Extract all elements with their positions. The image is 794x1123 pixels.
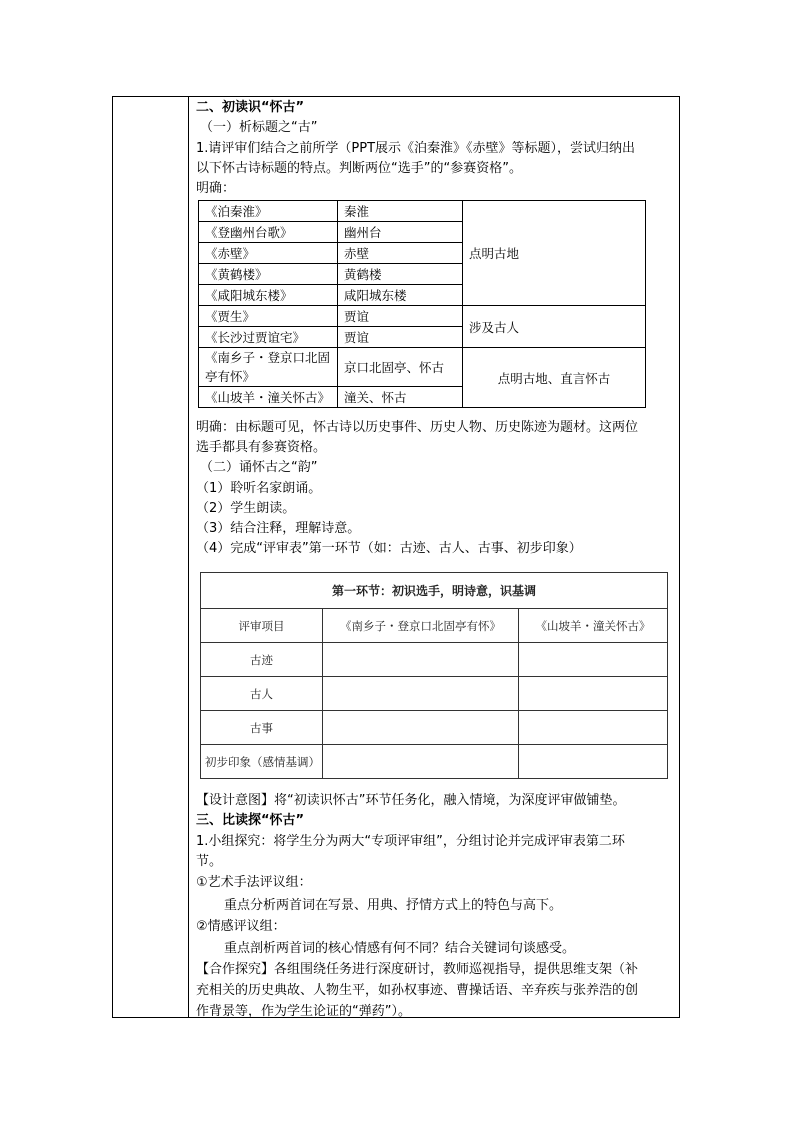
eval-cell[interactable] bbox=[323, 745, 519, 779]
conclusion-line1: 明确：由标题可见，怀古诗以历史事件、历史人物、历史陈迹为题材。这两位 bbox=[196, 420, 639, 435]
coop-line3: 作背景等，作为学生论证的“弹药”）。 bbox=[196, 1004, 411, 1019]
column-divider bbox=[188, 97, 189, 1017]
table-row bbox=[201, 745, 668, 779]
eval-table-caption: 第一环节：初识选手，明诗意，识基调 bbox=[201, 573, 668, 609]
eval-cell[interactable] bbox=[323, 711, 519, 745]
eval-cell[interactable] bbox=[323, 677, 519, 711]
design-intent: 【设计意图】将“初读识怀古”环节任务化，融入情境，为深度评审做铺垫。 bbox=[196, 793, 626, 808]
step-3: （3）结合注释，理解诗意。 bbox=[196, 521, 361, 536]
eval-item-label: 初步印象（感情基调） bbox=[201, 745, 323, 779]
task1-line1: 1.请评审们结合之前所学（PPT展示《泊秦淮》《赤壁》等标题），尝试归纳出 bbox=[196, 141, 636, 156]
section2-heading: 二、初读识“怀古” bbox=[196, 100, 305, 115]
mingque-label: 明确： bbox=[196, 181, 236, 196]
place-cell: 赤壁 bbox=[338, 243, 463, 264]
eval-item-label: 古迹 bbox=[201, 643, 323, 677]
section3-task1-line2: 节。 bbox=[196, 854, 223, 869]
place-cell: 咸阳城东楼 bbox=[338, 285, 463, 306]
eval-cell[interactable] bbox=[519, 711, 668, 745]
step-1: （1）聆听名家朗诵。 bbox=[196, 481, 322, 496]
poem-title-cell: 《山坡羊・潼关怀古》 bbox=[199, 387, 338, 408]
group-label-cell: 点明古地、直言怀古 bbox=[463, 348, 646, 408]
eval-poem2-header: 《山坡羊・潼关怀古》 bbox=[519, 609, 668, 643]
poem-title-cell: 《泊秦淮》 bbox=[199, 201, 338, 222]
eval-item-label: 古人 bbox=[201, 677, 323, 711]
poem-title-cell: 《南乡子・登京口北固亭有怀》 bbox=[199, 348, 338, 387]
place-cell: 潼关、怀古 bbox=[338, 387, 463, 408]
coop-line1: 【合作探究】各组围绕任务进行深度研讨，教师巡视指导，提供思维支架（补 bbox=[196, 962, 639, 977]
evaluation-table bbox=[200, 572, 668, 779]
title-analysis-table bbox=[198, 200, 646, 408]
group-label-cell: 涉及古人 bbox=[463, 306, 646, 348]
place-cell: 贾谊 bbox=[338, 306, 463, 327]
group2-label: ②情感评议组： bbox=[196, 919, 286, 934]
eval-cell[interactable] bbox=[519, 677, 668, 711]
poem-title-cell: 《赤壁》 bbox=[199, 243, 338, 264]
eval-poem1-header: 《南乡子・登京口北固亭有怀》 bbox=[323, 609, 519, 643]
section2-sub2: （二）诵怀古之“韵” bbox=[200, 460, 318, 475]
task1-line2: 以下怀古诗标题的特点。判断两位“选手”的“参赛资格”。 bbox=[196, 161, 522, 176]
eval-item-label: 古事 bbox=[201, 711, 323, 745]
place-cell: 贾谊 bbox=[338, 327, 463, 348]
section3-heading: 三、比读探“怀古” bbox=[196, 813, 305, 828]
place-cell: 黄鹤楼 bbox=[338, 264, 463, 285]
table-row bbox=[201, 677, 668, 711]
section2-sub1: （一）析标题之“古” bbox=[200, 120, 318, 135]
group1-label: ①艺术手法评议组： bbox=[196, 875, 312, 890]
table-row bbox=[199, 306, 646, 327]
table-row bbox=[199, 348, 646, 387]
conclusion-line2: 选手都具有参赛资格。 bbox=[196, 440, 327, 455]
eval-cell[interactable] bbox=[323, 643, 519, 677]
eval-col-header: 评审项目 bbox=[201, 609, 323, 643]
coop-line2: 充相关的历史典故、人物生平，如孙权事迹、曹操话语、辛弃疾与张养浩的创 bbox=[196, 983, 639, 998]
poem-title-cell: 《黄鹤楼》 bbox=[199, 264, 338, 285]
place-cell: 幽州台 bbox=[338, 222, 463, 243]
eval-cell[interactable] bbox=[519, 643, 668, 677]
group2-desc: 重点剖析两首词的核心情感有何不同？结合关键词句谈感受。 bbox=[224, 941, 576, 956]
eval-cell[interactable] bbox=[519, 745, 668, 779]
table-row bbox=[199, 201, 646, 222]
step-2: （2）学生朗读。 bbox=[196, 501, 296, 516]
step-4: （4）完成“评审表”第一环节（如：古迹、古人、古事、初步印象） bbox=[196, 541, 582, 556]
group-label-cell: 点明古地 bbox=[463, 201, 646, 306]
section3-task1-line1: 1.小组探究：将学生分为两大“专项评审组”，分组讨论并完成评审表第二环 bbox=[196, 834, 625, 849]
poem-title-cell: 《长沙过贾谊宅》 bbox=[199, 327, 338, 348]
poem-title-cell: 《咸阳城东楼》 bbox=[199, 285, 338, 306]
place-cell: 秦淮 bbox=[338, 201, 463, 222]
poem-title-cell: 《贾生》 bbox=[199, 306, 338, 327]
table-row bbox=[201, 711, 668, 745]
poem-title-cell: 《登幽州台歌》 bbox=[199, 222, 338, 243]
group1-desc: 重点分析两首词在写景、用典、抒情方式上的特色与高下。 bbox=[224, 898, 563, 913]
table-row bbox=[201, 643, 668, 677]
place-cell: 京口北固亭、怀古 bbox=[338, 348, 463, 387]
